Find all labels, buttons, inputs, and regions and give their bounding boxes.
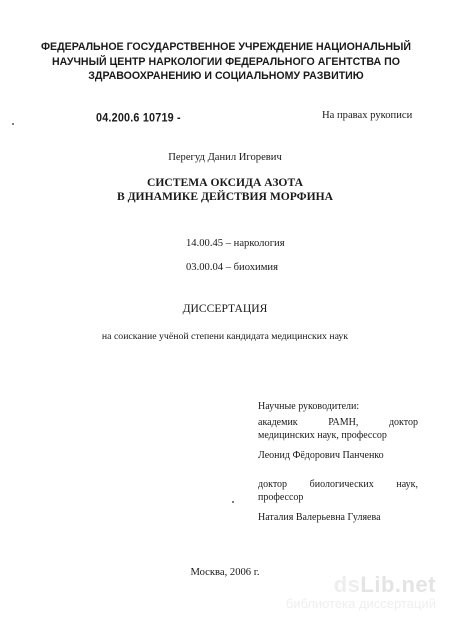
watermark[interactable]: [286, 572, 436, 611]
watermark-subtitle: библиотека диссертаций: [285, 596, 436, 611]
supervisor-2-title-line-2: профессор: [258, 492, 304, 504]
supervisor-2-name: Наталия Валерьевна Гуляева: [258, 512, 381, 524]
dissertation-title: [0, 176, 450, 204]
supervisor-1-word-2: РАМН,: [328, 417, 359, 428]
scan-speck: [12, 123, 14, 125]
supervisor-2-title-line: [258, 478, 418, 491]
city-and-year: Москва, 2006 г.: [190, 567, 260, 578]
institution-line-1: ФЕДЕРАЛЬНОЕ ГОСУДАРСТВЕННОЕ УЧРЕЖДЕНИЕ НАЦИОНАЛЬНЫЙ: [40, 41, 411, 53]
manuscript-rights-note: На правах рукописи: [322, 110, 413, 121]
supervisor-1-word-3: доктор: [388, 417, 418, 428]
supervisor-1-title-line-2: медицинских наук, профессор: [258, 430, 387, 442]
supervisor-2-word-2: биологических: [309, 479, 374, 490]
title-line-1: СИСТЕМА ОКСИДА АЗОТА: [147, 176, 303, 189]
watermark-logo-lib: Lib.net: [360, 572, 436, 597]
institution-line-3: ЗДРАВООХРАНЕНИЮ И СОЦИАЛЬНОМУ РАЗВИТИЮ: [88, 70, 364, 82]
title-line-2: В ДИНАМИКЕ ДЕЙСТВИЯ МОРФИНА: [116, 190, 334, 203]
institution-line-2: НАУЧНЫЙ ЦЕНТР НАРКОЛОГИИ ФЕДЕРАЛЬНОГО АГЕНТСТВА ПО: [52, 55, 400, 68]
scan-speck: [232, 501, 234, 503]
supervisor-1-word-1: академик: [258, 417, 298, 428]
degree-statement: на соискание учёной степени кандидата медицинских наук: [101, 331, 349, 342]
supervisor-1-name: Леонид Фёдорович Панченко: [258, 450, 384, 462]
author-name: Перегуд Данил Игоревич: [168, 152, 282, 163]
document-type: ДИССЕРТАЦИЯ: [182, 302, 268, 315]
registration-stamp: 04.200.6 10719 -: [96, 111, 181, 125]
specialty-narcology: 14.00.45 – наркология: [186, 238, 285, 249]
supervisor-1-title-line: [258, 416, 418, 429]
specialty-biochemistry: 03.00.04 – биохимия: [186, 262, 278, 273]
supervisor-2-word-3: наук,: [396, 479, 418, 490]
supervisor-1: [258, 416, 418, 463]
watermark-logo-ds: ds: [333, 572, 361, 597]
supervisors-heading: Научные руководители:: [258, 401, 360, 412]
watermark-logo: [286, 572, 436, 598]
supervisor-2-word-1: доктор: [258, 479, 288, 490]
supervisor-2: [258, 478, 418, 525]
institution-header: [20, 40, 432, 84]
